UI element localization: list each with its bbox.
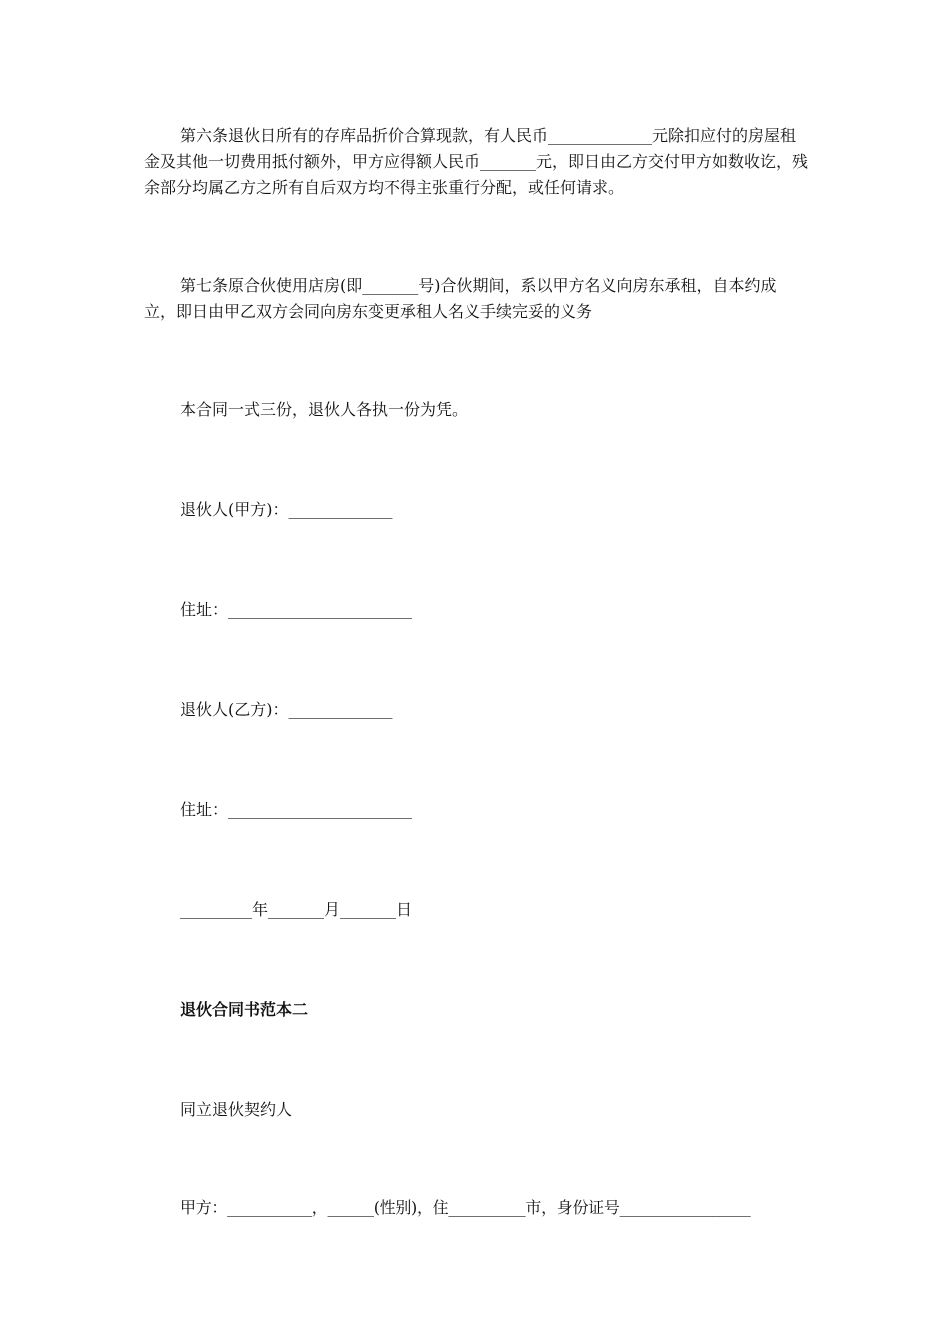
section-2-party-a-line: 甲方：___________，______(性别)，住__________市，身份证号_________________: [180, 1198, 751, 1217]
article-7-paragraph: 第七条原合伙使用店房(即_______号)合伙期间，系以甲方名义向房东承租，自本约成立，即日由甲乙双方会同向房东变更承租人名义手续完妥的义务: [144, 276, 777, 321]
party-b-signature-line: 退伙人(乙方)：_____________: [180, 700, 393, 719]
section-2-intro: 同立退伙契约人: [180, 1100, 293, 1119]
party-a-address-line: 住址：_______________________: [180, 600, 413, 619]
article-6-paragraph: 第六条退伙日所有的存库品折价合算现款，有人民币_____________元除扣应付的房屋租金及其他一切费用抵付额外，甲方应得额人民币_______元，即日由乙方交付甲方如数收讫，残余部分均属乙方之所有自后双方均不得主张重行分配，或任何请求。: [144, 126, 809, 197]
party-a-signature-line: 退伙人(甲方)：_____________: [180, 500, 393, 519]
date-line: _________年_______月_______日: [180, 900, 413, 919]
party-b-address-line: 住址：_______________________: [180, 800, 413, 819]
copies-statement: 本合同一式三份，退伙人各执一份为凭。: [180, 400, 469, 419]
section-2-title: 退伙合同书范本二: [180, 1000, 309, 1019]
